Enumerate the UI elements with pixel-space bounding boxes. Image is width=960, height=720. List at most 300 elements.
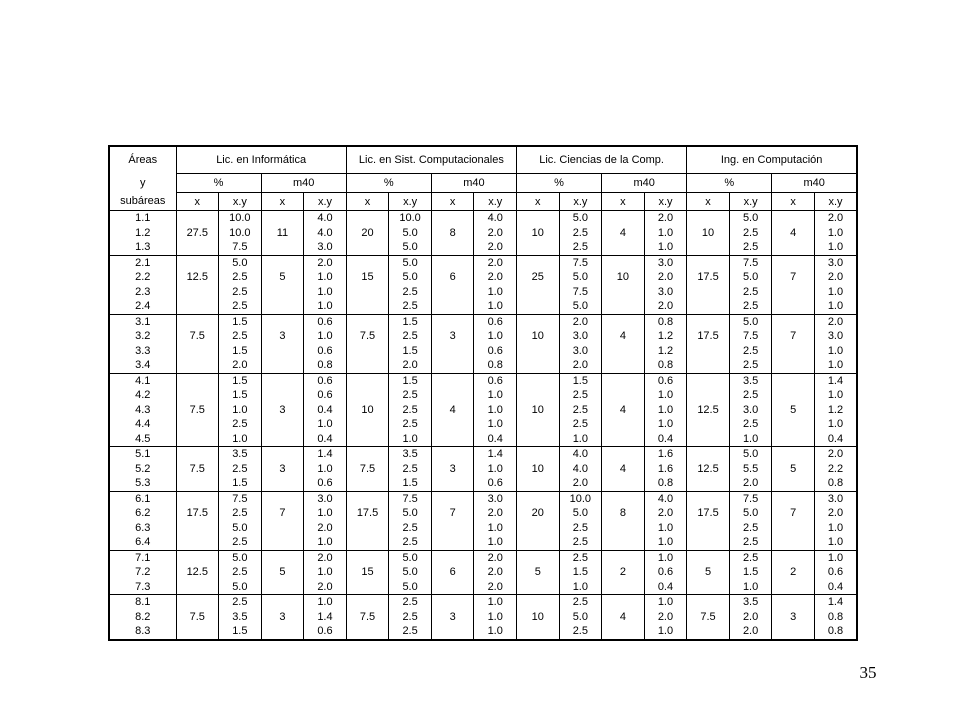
empty-cell [517,255,560,270]
empty-cell [261,476,304,491]
areas-table [108,145,858,641]
pct-xy-cell: 2.0 [729,624,772,640]
m40-x-cell: 2 [602,565,645,580]
pct-x-cell: 12.5 [176,565,219,580]
empty-cell [687,447,730,462]
pct-xy-cell: 2.5 [219,535,262,550]
m40-xy-cell: 0.4 [304,432,347,447]
pct-xy-cell: 2.5 [559,535,602,550]
pct-x-cell: 5 [517,565,560,580]
m40-xy-cell: 0.4 [474,432,517,447]
empty-cell [261,240,304,255]
pct-xy-cell: 1.5 [389,314,432,329]
m40-x-cell: 5 [772,462,815,477]
m40-xy-cell: 1.0 [644,521,687,536]
pct-x-cell: 10 [517,462,560,477]
empty-cell [431,373,474,388]
empty-cell [602,535,645,550]
empty-cell [772,344,815,359]
empty-cell [602,521,645,536]
pct-xy-cell: 5.0 [729,270,772,285]
pct-xy-cell: 2.5 [559,595,602,610]
empty-cell [602,358,645,373]
pct-x-cell: 15 [346,565,389,580]
empty-cell [346,521,389,536]
m40-xy-cell: 1.0 [304,565,347,580]
pct-x-cell: 10 [517,329,560,344]
pct-xy-cell: 4.0 [559,447,602,462]
program-header: Ing. en Computación [687,146,857,174]
pct-xy-cell: 2.5 [219,462,262,477]
column-header: x.y [559,193,602,211]
group-header-pct: % [176,174,261,193]
m40-xy-cell: 1.0 [814,226,857,241]
table-row [109,462,857,477]
pct-xy-cell: 2.5 [389,535,432,550]
table-row [109,255,857,270]
column-header: x [431,193,474,211]
pct-x-cell: 7.5 [176,329,219,344]
m40-xy-cell: 1.0 [304,270,347,285]
empty-cell [772,240,815,255]
empty-cell [602,432,645,447]
pct-x-cell: 10 [346,403,389,418]
pct-xy-cell: 3.5 [729,595,772,610]
pct-xy-cell: 2.5 [559,388,602,403]
table-row [109,388,857,403]
pct-xy-cell: 1.5 [219,373,262,388]
m40-xy-cell: 1.0 [814,417,857,432]
empty-cell [261,521,304,536]
empty-cell [517,491,560,506]
pct-x-cell: 7.5 [346,610,389,625]
pct-xy-cell: 3.5 [219,447,262,462]
empty-cell [687,358,730,373]
empty-cell [772,535,815,550]
empty-cell [431,491,474,506]
empty-cell [346,447,389,462]
pct-x-cell: 10 [517,403,560,418]
table-row [109,624,857,640]
column-header: x.y [304,193,347,211]
m40-x-cell: 5 [261,565,304,580]
subarea-cell: 5.3 [109,476,176,491]
empty-cell [772,358,815,373]
pct-xy-cell: 2.0 [729,476,772,491]
m40-xy-cell: 4.0 [304,211,347,226]
m40-xy-cell: 1.0 [474,417,517,432]
empty-cell [431,299,474,314]
empty-cell [431,417,474,432]
pct-xy-cell: 10.0 [219,226,262,241]
empty-cell [772,476,815,491]
m40-xy-cell: 1.2 [644,329,687,344]
m40-xy-cell: 2.0 [814,447,857,462]
pct-xy-cell: 5.0 [219,255,262,270]
empty-cell [772,624,815,640]
pct-x-cell: 10 [517,610,560,625]
m40-xy-cell: 2.0 [474,270,517,285]
m40-xy-cell: 0.6 [474,476,517,491]
pct-xy-cell: 2.5 [219,270,262,285]
empty-cell [517,580,560,595]
empty-cell [261,624,304,640]
m40-xy-cell: 0.6 [474,373,517,388]
empty-cell [517,550,560,565]
group-header-m40: m40 [261,174,346,193]
pct-xy-cell: 5.0 [559,610,602,625]
pct-xy-cell: 2.5 [559,550,602,565]
pct-xy-cell: 2.0 [219,358,262,373]
program-header: Lic. en Sist. Computacionales [346,146,516,174]
pct-xy-cell: 5.0 [389,255,432,270]
corner-label-subareas: subáreas [109,193,176,211]
empty-cell [517,447,560,462]
empty-cell [517,521,560,536]
pct-xy-cell: 2.0 [559,314,602,329]
empty-cell [176,476,219,491]
empty-cell [602,285,645,300]
m40-xy-cell: 0.6 [814,565,857,580]
empty-cell [602,388,645,403]
empty-cell [772,447,815,462]
pct-xy-cell: 1.5 [219,624,262,640]
empty-cell [431,624,474,640]
pct-x-cell: 27.5 [176,226,219,241]
pct-xy-cell: 3.0 [729,403,772,418]
m40-x-cell: 3 [261,462,304,477]
table-row [109,403,857,418]
m40-xy-cell: 0.4 [814,580,857,595]
m40-xy-cell: 0.8 [644,358,687,373]
empty-cell [517,240,560,255]
m40-xy-cell: 0.6 [304,624,347,640]
m40-xy-cell: 1.4 [814,595,857,610]
table-body [109,211,857,640]
empty-cell [176,535,219,550]
group-header-pct: % [687,174,772,193]
empty-cell [772,388,815,403]
empty-cell [517,624,560,640]
subarea-cell: 5.1 [109,447,176,462]
empty-cell [176,240,219,255]
column-header: x.y [644,193,687,211]
table-row [109,521,857,536]
empty-cell [687,491,730,506]
pct-xy-cell: 2.5 [559,403,602,418]
empty-cell [346,358,389,373]
empty-cell [176,211,219,226]
m40-xy-cell: 1.0 [474,329,517,344]
empty-cell [602,255,645,270]
m40-x-cell: 3 [261,329,304,344]
m40-xy-cell: 0.8 [644,476,687,491]
empty-cell [261,447,304,462]
pct-xy-cell: 5.0 [389,580,432,595]
pct-xy-cell: 1.5 [389,476,432,491]
empty-cell [176,491,219,506]
empty-cell [176,373,219,388]
pct-x-cell: 15 [346,270,389,285]
pct-x-cell: 10 [517,226,560,241]
m40-xy-cell: 1.0 [644,535,687,550]
empty-cell [687,240,730,255]
m40-xy-cell: 1.0 [644,388,687,403]
subarea-cell: 7.1 [109,550,176,565]
empty-cell [431,432,474,447]
pct-xy-cell: 2.5 [389,388,432,403]
m40-xy-cell: 2.0 [644,299,687,314]
empty-cell [176,314,219,329]
column-header: x.y [729,193,772,211]
pct-xy-cell: 7.5 [219,491,262,506]
table-row [109,226,857,241]
m40-xy-cell: 0.6 [304,314,347,329]
table-row [109,240,857,255]
m40-x-cell: 5 [261,270,304,285]
empty-cell [517,595,560,610]
pct-xy-cell: 2.5 [559,240,602,255]
m40-xy-cell: 0.4 [644,432,687,447]
table-row [109,565,857,580]
pct-xy-cell: 5.0 [559,270,602,285]
m40-xy-cell: 3.0 [304,240,347,255]
empty-cell [687,314,730,329]
subarea-cell: 4.5 [109,432,176,447]
m40-xy-cell: 2.0 [474,550,517,565]
empty-cell [431,595,474,610]
empty-cell [346,299,389,314]
empty-cell [261,432,304,447]
column-header: x.y [389,193,432,211]
page-number: 35 [859,663,877,682]
m40-xy-cell: 0.8 [814,476,857,491]
pct-x-cell: 7.5 [346,462,389,477]
empty-cell [346,535,389,550]
empty-cell [517,344,560,359]
pct-xy-cell: 2.5 [219,285,262,300]
m40-xy-cell: 1.0 [474,595,517,610]
table-row [109,285,857,300]
empty-cell [602,314,645,329]
pct-x-cell: 5 [687,565,730,580]
table-row [109,358,857,373]
m40-xy-cell: 0.6 [304,388,347,403]
m40-xy-cell: 2.0 [814,211,857,226]
m40-x-cell: 7 [772,329,815,344]
empty-cell [261,595,304,610]
empty-cell [261,491,304,506]
m40-xy-cell: 1.6 [644,462,687,477]
m40-xy-cell: 3.0 [814,255,857,270]
m40-xy-cell: 3.0 [814,491,857,506]
m40-xy-cell: 1.0 [304,329,347,344]
empty-cell [772,255,815,270]
pct-xy-cell: 2.5 [729,240,772,255]
table-row [109,211,857,226]
subarea-cell: 1.2 [109,226,176,241]
pct-xy-cell: 2.5 [389,285,432,300]
m40-xy-cell: 2.0 [644,211,687,226]
group-header-pct: % [517,174,602,193]
empty-cell [602,417,645,432]
m40-xy-cell: 1.4 [304,610,347,625]
m40-xy-cell: 1.0 [814,358,857,373]
m40-xy-cell: 0.6 [644,373,687,388]
pct-xy-cell: 5.0 [389,550,432,565]
empty-cell [176,447,219,462]
empty-cell [517,417,560,432]
empty-cell [517,285,560,300]
pct-xy-cell: 2.0 [389,358,432,373]
m40-x-cell: 7 [431,506,474,521]
m40-xy-cell: 1.0 [814,521,857,536]
empty-cell [772,491,815,506]
subarea-cell: 6.3 [109,521,176,536]
empty-cell [687,535,730,550]
empty-cell [346,373,389,388]
group-header-m40: m40 [772,174,857,193]
m40-x-cell: 6 [431,270,474,285]
pct-xy-cell: 5.0 [729,447,772,462]
m40-xy-cell: 1.0 [814,344,857,359]
pct-xy-cell: 5.0 [389,226,432,241]
m40-xy-cell: 4.0 [644,491,687,506]
pct-xy-cell: 2.0 [559,358,602,373]
m40-xy-cell: 2.0 [814,270,857,285]
pct-xy-cell: 2.5 [219,329,262,344]
m40-x-cell: 4 [431,403,474,418]
m40-xy-cell: 2.2 [814,462,857,477]
m40-x-cell: 7 [261,506,304,521]
empty-cell [346,624,389,640]
empty-cell [176,358,219,373]
m40-x-cell: 3 [431,462,474,477]
m40-x-cell: 4 [602,462,645,477]
pct-xy-cell: 2.0 [559,476,602,491]
empty-cell [176,299,219,314]
pct-xy-cell: 3.5 [219,610,262,625]
pct-xy-cell: 2.5 [389,417,432,432]
m40-xy-cell: 1.0 [644,550,687,565]
empty-cell [431,211,474,226]
empty-cell [687,595,730,610]
empty-cell [687,299,730,314]
pct-xy-cell: 1.5 [559,565,602,580]
subarea-cell: 2.2 [109,270,176,285]
pct-x-cell: 7.5 [176,610,219,625]
m40-xy-cell: 1.4 [304,447,347,462]
empty-cell [772,299,815,314]
subarea-cell: 7.2 [109,565,176,580]
m40-x-cell: 7 [772,506,815,521]
empty-cell [261,285,304,300]
empty-cell [602,240,645,255]
empty-cell [687,344,730,359]
pct-x-cell: 17.5 [687,506,730,521]
pct-xy-cell: 2.5 [219,506,262,521]
m40-x-cell: 8 [431,226,474,241]
empty-cell [602,491,645,506]
empty-cell [261,373,304,388]
empty-cell [772,285,815,300]
empty-cell [602,580,645,595]
empty-cell [346,344,389,359]
empty-cell [431,285,474,300]
pct-xy-cell: 1.5 [219,388,262,403]
empty-cell [261,314,304,329]
subarea-cell: 4.3 [109,403,176,418]
table-row [109,491,857,506]
empty-cell [176,432,219,447]
table-row [109,373,857,388]
column-header: x.y [814,193,857,211]
m40-xy-cell: 3.0 [304,491,347,506]
m40-xy-cell: 0.4 [814,432,857,447]
pct-xy-cell: 5.0 [559,506,602,521]
empty-cell [346,476,389,491]
empty-cell [431,358,474,373]
m40-xy-cell: 2.0 [304,521,347,536]
empty-cell [176,624,219,640]
m40-xy-cell: 0.6 [644,565,687,580]
pct-xy-cell: 5.0 [219,521,262,536]
m40-xy-cell: 2.0 [474,226,517,241]
subarea-cell: 6.1 [109,491,176,506]
pct-xy-cell: 2.5 [559,521,602,536]
pct-xy-cell: 1.0 [219,432,262,447]
pct-xy-cell: 2.5 [729,344,772,359]
pct-xy-cell: 2.5 [729,358,772,373]
empty-cell [261,580,304,595]
pct-xy-cell: 2.5 [389,462,432,477]
m40-x-cell: 7 [772,270,815,285]
pct-xy-cell: 10.0 [219,211,262,226]
m40-xy-cell: 0.6 [474,314,517,329]
subarea-cell: 2.3 [109,285,176,300]
m40-xy-cell: 1.0 [474,535,517,550]
empty-cell [772,595,815,610]
m40-xy-cell: 0.8 [814,624,857,640]
table-row [109,610,857,625]
pct-xy-cell: 3.0 [559,329,602,344]
empty-cell [431,521,474,536]
empty-cell [176,550,219,565]
pct-x-cell: 7.5 [176,403,219,418]
pct-xy-cell: 1.5 [219,344,262,359]
empty-cell [261,535,304,550]
pct-xy-cell: 5.0 [219,550,262,565]
empty-cell [772,211,815,226]
empty-cell [431,535,474,550]
empty-cell [687,521,730,536]
m40-xy-cell: 1.0 [474,388,517,403]
table-row [109,535,857,550]
pct-xy-cell: 5.0 [389,565,432,580]
m40-xy-cell: 0.8 [474,358,517,373]
m40-xy-cell: 1.0 [304,417,347,432]
m40-xy-cell: 0.8 [644,314,687,329]
m40-x-cell: 6 [431,565,474,580]
m40-xy-cell: 0.6 [474,344,517,359]
subarea-cell: 8.1 [109,595,176,610]
pct-xy-cell: 1.0 [729,432,772,447]
m40-xy-cell: 1.6 [644,447,687,462]
m40-xy-cell: 1.0 [474,299,517,314]
empty-cell [346,285,389,300]
pct-x-cell: 25 [517,270,560,285]
m40-xy-cell: 2.0 [474,565,517,580]
